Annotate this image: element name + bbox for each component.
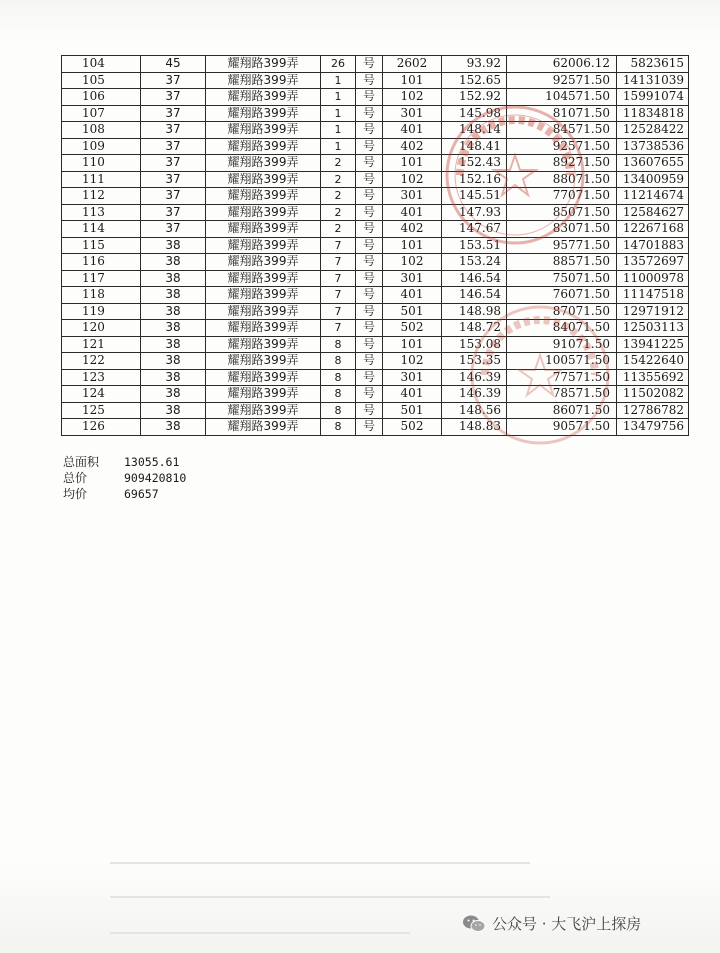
cell-seq: 107 — [62, 105, 141, 122]
cell-unit-price: 95771.50 — [507, 237, 617, 254]
wechat-watermark — [462, 913, 641, 934]
cell-area: 148.98 — [442, 303, 507, 320]
cell-building: 26 — [321, 56, 356, 73]
table-row — [62, 105, 689, 122]
cell-total-price: 11000978 — [617, 270, 689, 287]
cell-hao: 号 — [356, 353, 383, 370]
cell-seq: 121 — [62, 336, 141, 353]
cell-total-price: 15422640 — [617, 353, 689, 370]
cell-unit-price: 89271.50 — [507, 155, 617, 172]
cell-road: 耀翔路399弄 — [206, 138, 321, 155]
cell-total-price: 13607655 — [617, 155, 689, 172]
total-price-label: 总价 — [63, 471, 88, 485]
cell-lot: 37 — [141, 155, 206, 172]
table-row — [62, 270, 689, 287]
cell-total-price: 12786782 — [617, 402, 689, 419]
cell-hao: 号 — [356, 320, 383, 337]
cell-lot: 38 — [141, 237, 206, 254]
cell-total-price: 14131039 — [617, 72, 689, 89]
cell-lot: 37 — [141, 171, 206, 188]
cell-road: 耀翔路399弄 — [206, 237, 321, 254]
cell-hao: 号 — [356, 138, 383, 155]
cell-area: 145.98 — [442, 105, 507, 122]
cell-lot: 38 — [141, 419, 206, 436]
table-row — [62, 336, 689, 353]
cell-room: 101 — [383, 72, 442, 89]
cell-total-price: 13738536 — [617, 138, 689, 155]
cell-unit-price: 91071.50 — [507, 336, 617, 353]
cell-room: 101 — [383, 237, 442, 254]
cell-lot: 38 — [141, 320, 206, 337]
cell-building: 2 — [321, 171, 356, 188]
cell-total-price: 15991074 — [617, 89, 689, 106]
cell-road: 耀翔路399弄 — [206, 204, 321, 221]
cell-unit-price: 87071.50 — [507, 303, 617, 320]
table-row — [62, 369, 689, 386]
summary-total-price — [63, 470, 186, 486]
cell-building: 1 — [321, 122, 356, 139]
cell-room: 401 — [383, 287, 442, 304]
cell-lot: 37 — [141, 72, 206, 89]
cell-area: 148.41 — [442, 138, 507, 155]
cell-area: 93.92 — [442, 56, 507, 73]
cell-road: 耀翔路399弄 — [206, 287, 321, 304]
cell-area: 146.54 — [442, 270, 507, 287]
cell-total-price: 13941225 — [617, 336, 689, 353]
cell-area: 147.67 — [442, 221, 507, 238]
cell-room: 502 — [383, 419, 442, 436]
cell-total-price: 12267168 — [617, 221, 689, 238]
cell-unit-price: 76071.50 — [507, 287, 617, 304]
cell-seq: 111 — [62, 171, 141, 188]
cell-road: 耀翔路399弄 — [206, 402, 321, 419]
cell-hao: 号 — [356, 221, 383, 238]
cell-unit-price: 90571.50 — [507, 419, 617, 436]
table-row — [62, 171, 689, 188]
total-area-value: 13055.61 — [124, 455, 180, 469]
cell-room: 401 — [383, 386, 442, 403]
cell-building: 1 — [321, 72, 356, 89]
table-row — [62, 122, 689, 139]
cell-lot: 38 — [141, 270, 206, 287]
table-row — [62, 56, 689, 73]
cell-room: 301 — [383, 105, 442, 122]
cell-hao: 号 — [356, 122, 383, 139]
cell-unit-price: 62006.12 — [507, 56, 617, 73]
cell-room: 102 — [383, 254, 442, 271]
cell-total-price: 13479756 — [617, 419, 689, 436]
cell-room: 301 — [383, 270, 442, 287]
cell-road: 耀翔路399弄 — [206, 353, 321, 370]
table-row — [62, 237, 689, 254]
cell-area: 147.93 — [442, 204, 507, 221]
cell-building: 2 — [321, 221, 356, 238]
cell-lot: 38 — [141, 303, 206, 320]
cell-lot: 38 — [141, 369, 206, 386]
cell-area: 153.35 — [442, 353, 507, 370]
cell-room: 402 — [383, 221, 442, 238]
cell-road: 耀翔路399弄 — [206, 122, 321, 139]
cell-hao: 号 — [356, 402, 383, 419]
cell-unit-price: 88071.50 — [507, 171, 617, 188]
cell-hao: 号 — [356, 303, 383, 320]
cell-room: 101 — [383, 336, 442, 353]
cell-total-price: 14701883 — [617, 237, 689, 254]
table-row — [62, 303, 689, 320]
cell-room: 401 — [383, 204, 442, 221]
avg-price-label: 均价 — [63, 487, 88, 501]
cell-area: 148.72 — [442, 320, 507, 337]
cell-unit-price: 84571.50 — [507, 122, 617, 139]
cell-room: 402 — [383, 138, 442, 155]
cell-room: 501 — [383, 402, 442, 419]
cell-seq: 106 — [62, 89, 141, 106]
watermark-text: 公众号 · 大飞沪上探房 — [492, 915, 642, 933]
cell-hao: 号 — [356, 105, 383, 122]
total-price-value: 909420810 — [124, 471, 187, 485]
cell-building: 8 — [321, 336, 356, 353]
cell-road: 耀翔路399弄 — [206, 188, 321, 205]
cell-unit-price: 77571.50 — [507, 369, 617, 386]
cell-seq: 117 — [62, 270, 141, 287]
cell-unit-price: 78571.50 — [507, 386, 617, 403]
cell-lot: 38 — [141, 402, 206, 419]
cell-total-price: 11147518 — [617, 287, 689, 304]
wechat-icon — [462, 914, 486, 934]
cell-hao: 号 — [356, 369, 383, 386]
cell-hao: 号 — [356, 171, 383, 188]
table-row — [62, 221, 689, 238]
cell-room: 301 — [383, 188, 442, 205]
cell-building: 8 — [321, 419, 356, 436]
cell-total-price: 11355692 — [617, 369, 689, 386]
summary-total-area — [63, 454, 186, 470]
cell-unit-price: 75071.50 — [507, 270, 617, 287]
cell-unit-price: 86071.50 — [507, 402, 617, 419]
table-row — [62, 204, 689, 221]
cell-unit-price: 92571.50 — [507, 138, 617, 155]
cell-building: 8 — [321, 386, 356, 403]
cell-room: 102 — [383, 89, 442, 106]
cell-area: 148.56 — [442, 402, 507, 419]
cell-road: 耀翔路399弄 — [206, 155, 321, 172]
cell-building: 8 — [321, 402, 356, 419]
table-row — [62, 89, 689, 106]
cell-road: 耀翔路399弄 — [206, 72, 321, 89]
cell-total-price: 12503113 — [617, 320, 689, 337]
cell-hao: 号 — [356, 89, 383, 106]
cell-seq: 124 — [62, 386, 141, 403]
cell-building: 1 — [321, 89, 356, 106]
cell-road: 耀翔路399弄 — [206, 386, 321, 403]
cell-building: 7 — [321, 237, 356, 254]
cell-road: 耀翔路399弄 — [206, 171, 321, 188]
cell-total-price: 13400959 — [617, 171, 689, 188]
cell-unit-price: 85071.50 — [507, 204, 617, 221]
cell-seq: 125 — [62, 402, 141, 419]
cell-hao: 号 — [356, 204, 383, 221]
cell-seq: 105 — [62, 72, 141, 89]
table-row — [62, 254, 689, 271]
cell-building: 7 — [321, 270, 356, 287]
table-row — [62, 386, 689, 403]
cell-area: 152.65 — [442, 72, 507, 89]
cell-lot: 38 — [141, 254, 206, 271]
cell-lot: 38 — [141, 386, 206, 403]
cell-seq: 126 — [62, 419, 141, 436]
cell-seq: 120 — [62, 320, 141, 337]
cell-unit-price: 81071.50 — [507, 105, 617, 122]
cell-seq: 119 — [62, 303, 141, 320]
summary-block — [63, 454, 186, 502]
cell-room: 101 — [383, 155, 442, 172]
cell-unit-price: 84071.50 — [507, 320, 617, 337]
cell-building: 7 — [321, 287, 356, 304]
cell-room: 401 — [383, 122, 442, 139]
cell-building: 2 — [321, 204, 356, 221]
cell-unit-price: 92571.50 — [507, 72, 617, 89]
cell-road: 耀翔路399弄 — [206, 270, 321, 287]
cell-seq: 118 — [62, 287, 141, 304]
table-row — [62, 320, 689, 337]
price-list-table — [61, 55, 689, 436]
cell-road: 耀翔路399弄 — [206, 303, 321, 320]
cell-lot: 37 — [141, 122, 206, 139]
cell-total-price: 13572697 — [617, 254, 689, 271]
cell-road: 耀翔路399弄 — [206, 369, 321, 386]
cell-room: 502 — [383, 320, 442, 337]
cell-seq: 109 — [62, 138, 141, 155]
cell-area: 153.24 — [442, 254, 507, 271]
cell-room: 501 — [383, 303, 442, 320]
cell-hao: 号 — [356, 237, 383, 254]
table-row — [62, 287, 689, 304]
cell-area: 145.51 — [442, 188, 507, 205]
cell-hao: 号 — [356, 56, 383, 73]
cell-building: 1 — [321, 105, 356, 122]
scan-artifact-line — [110, 896, 550, 898]
cell-area: 153.51 — [442, 237, 507, 254]
cell-room: 2602 — [383, 56, 442, 73]
cell-hao: 号 — [356, 419, 383, 436]
cell-area: 152.43 — [442, 155, 507, 172]
table-body — [62, 56, 689, 436]
cell-seq: 114 — [62, 221, 141, 238]
cell-building: 8 — [321, 353, 356, 370]
cell-lot: 37 — [141, 105, 206, 122]
cell-hao: 号 — [356, 254, 383, 271]
cell-total-price: 11834818 — [617, 105, 689, 122]
cell-building: 7 — [321, 320, 356, 337]
table-row — [62, 402, 689, 419]
scan-artifact-line — [110, 862, 530, 864]
table-row — [62, 138, 689, 155]
total-area-label: 总面积 — [63, 455, 100, 469]
cell-hao: 号 — [356, 336, 383, 353]
cell-lot: 37 — [141, 89, 206, 106]
cell-area: 148.14 — [442, 122, 507, 139]
cell-lot: 37 — [141, 204, 206, 221]
cell-total-price: 12971912 — [617, 303, 689, 320]
cell-lot: 37 — [141, 138, 206, 155]
cell-hao: 号 — [356, 72, 383, 89]
cell-area: 152.92 — [442, 89, 507, 106]
cell-room: 102 — [383, 171, 442, 188]
cell-road: 耀翔路399弄 — [206, 336, 321, 353]
cell-building: 2 — [321, 155, 356, 172]
cell-road: 耀翔路399弄 — [206, 221, 321, 238]
table-row — [62, 155, 689, 172]
cell-hao: 号 — [356, 270, 383, 287]
cell-hao: 号 — [356, 188, 383, 205]
cell-seq: 116 — [62, 254, 141, 271]
cell-unit-price: 88571.50 — [507, 254, 617, 271]
cell-seq: 122 — [62, 353, 141, 370]
cell-room: 102 — [383, 353, 442, 370]
cell-seq: 104 — [62, 56, 141, 73]
cell-building: 8 — [321, 369, 356, 386]
cell-room: 301 — [383, 369, 442, 386]
avg-price-value: 69657 — [124, 487, 159, 501]
table-row — [62, 188, 689, 205]
cell-seq: 112 — [62, 188, 141, 205]
cell-seq: 123 — [62, 369, 141, 386]
table-row — [62, 419, 689, 436]
cell-unit-price: 100571.50 — [507, 353, 617, 370]
cell-hao: 号 — [356, 287, 383, 304]
scan-artifact-line — [110, 932, 410, 934]
cell-road: 耀翔路399弄 — [206, 320, 321, 337]
cell-seq: 115 — [62, 237, 141, 254]
cell-total-price: 11502082 — [617, 386, 689, 403]
cell-area: 146.39 — [442, 386, 507, 403]
cell-lot: 37 — [141, 188, 206, 205]
cell-seq: 113 — [62, 204, 141, 221]
cell-area: 146.39 — [442, 369, 507, 386]
cell-building: 7 — [321, 303, 356, 320]
cell-hao: 号 — [356, 155, 383, 172]
cell-seq: 108 — [62, 122, 141, 139]
cell-building: 2 — [321, 188, 356, 205]
cell-total-price: 12584627 — [617, 204, 689, 221]
cell-unit-price: 104571.50 — [507, 89, 617, 106]
cell-lot: 38 — [141, 287, 206, 304]
cell-total-price: 11214674 — [617, 188, 689, 205]
table-row — [62, 72, 689, 89]
cell-area: 152.16 — [442, 171, 507, 188]
cell-lot: 38 — [141, 353, 206, 370]
cell-total-price: 12528422 — [617, 122, 689, 139]
cell-road: 耀翔路399弄 — [206, 105, 321, 122]
summary-avg-price — [63, 486, 186, 502]
table-row — [62, 353, 689, 370]
cell-road: 耀翔路399弄 — [206, 419, 321, 436]
cell-lot: 45 — [141, 56, 206, 73]
cell-lot: 38 — [141, 336, 206, 353]
cell-unit-price: 77071.50 — [507, 188, 617, 205]
cell-hao: 号 — [356, 386, 383, 403]
cell-lot: 37 — [141, 221, 206, 238]
cell-area: 153.08 — [442, 336, 507, 353]
cell-seq: 110 — [62, 155, 141, 172]
cell-road: 耀翔路399弄 — [206, 254, 321, 271]
cell-unit-price: 83071.50 — [507, 221, 617, 238]
cell-building: 7 — [321, 254, 356, 271]
cell-building: 1 — [321, 138, 356, 155]
cell-road: 耀翔路399弄 — [206, 56, 321, 73]
cell-area: 146.54 — [442, 287, 507, 304]
cell-road: 耀翔路399弄 — [206, 89, 321, 106]
cell-area: 148.83 — [442, 419, 507, 436]
cell-total-price: 5823615 — [617, 56, 689, 73]
